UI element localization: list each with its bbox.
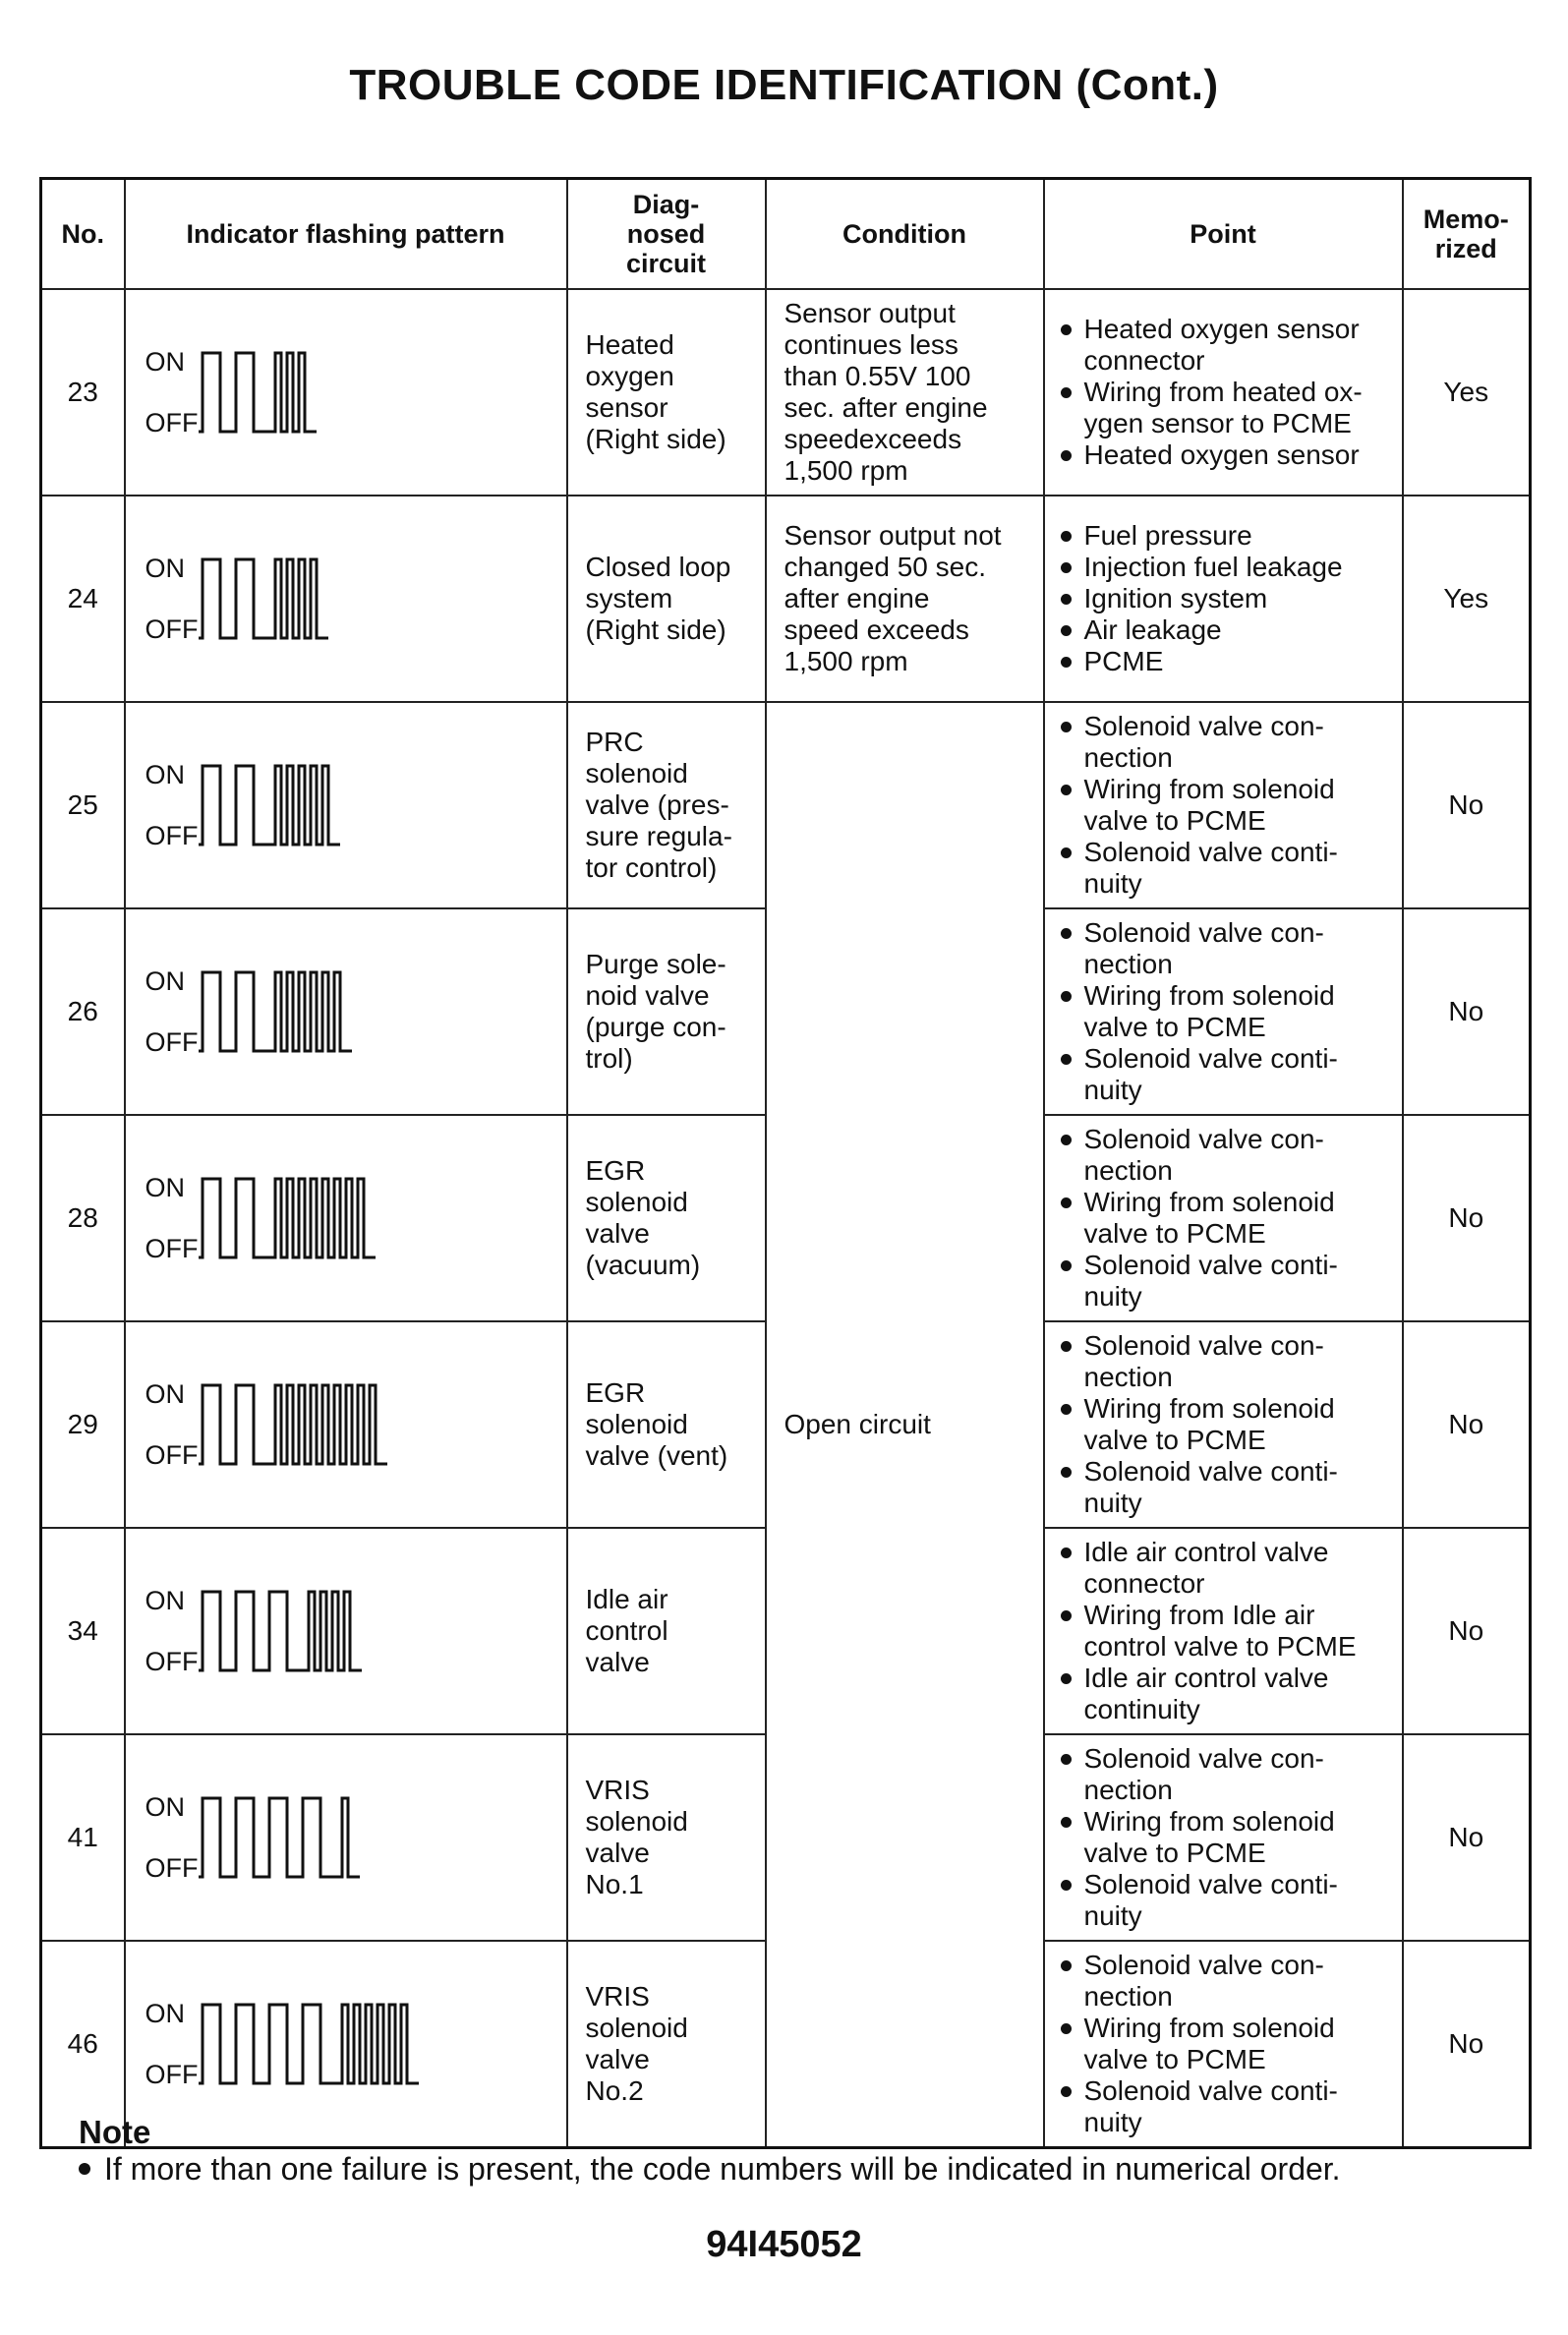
off-label: OFF [145, 1440, 199, 1470]
flash-pattern-waveform-icon [199, 550, 332, 648]
point-item: Solenoid valve con- nection [1059, 917, 1396, 980]
diagnosed-circuit-cell: EGR solenoid valve (vacuum) [567, 1115, 766, 1321]
off-label: OFF [145, 2059, 199, 2089]
flash-pattern-cell [125, 289, 567, 496]
point-item: Solenoid valve con- nection [1059, 1330, 1396, 1393]
document-id: 94I45052 [706, 2224, 862, 2265]
flash-pattern-line [199, 2005, 419, 2083]
note-heading: Note [79, 2114, 151, 2150]
point-item: Wiring from solenoid valve to PCME [1059, 774, 1396, 837]
flash-pattern-line [199, 353, 317, 432]
point-item: Air leakage [1059, 614, 1396, 646]
point-item: Wiring from solenoid valve to PCME [1059, 2013, 1396, 2075]
flash-pattern-cell [125, 1321, 567, 1528]
flash-pattern-line [199, 766, 340, 845]
diagnosed-circuit-cell: Purge sole- noid valve (purge con- trol) [567, 908, 766, 1115]
point-item: PCME [1059, 646, 1396, 677]
memorized-cell: No [1403, 1528, 1531, 1734]
code-number: 26 [41, 908, 125, 1115]
bullet-icon [79, 2163, 90, 2175]
code-number: 25 [41, 702, 125, 908]
on-label: ON [145, 760, 185, 789]
point-item: Wiring from solenoid valve to PCME [1059, 1806, 1396, 1869]
point-item: Solenoid valve con- nection [1059, 1743, 1396, 1806]
flash-pattern-cell [125, 1528, 567, 1734]
flash-pattern-cell [125, 702, 567, 908]
point-item: Solenoid valve con- nection [1059, 711, 1396, 774]
flash-pattern-cell [125, 496, 567, 702]
note-text: If more than one failure is present, the code numbers will be indicated in numerical order. [79, 2151, 1341, 2188]
flash-pattern-line [199, 972, 352, 1051]
off-label: OFF [145, 614, 199, 644]
point-cell [1044, 1115, 1403, 1321]
point-item: Idle air control valve continuity [1059, 1663, 1396, 1725]
point-item: Heated oxygen sensor connector [1059, 314, 1396, 377]
on-label: ON [145, 347, 185, 377]
flash-pattern-line [199, 1179, 376, 1257]
trouble-code-table [39, 177, 1532, 2149]
point-item: Solenoid valve conti- nuity [1059, 1250, 1396, 1313]
condition-cell: Open circuit [766, 702, 1044, 2147]
memorized-cell: No [1403, 702, 1531, 908]
point-item: Idle air control valve connector [1059, 1537, 1396, 1600]
on-label: ON [145, 1173, 185, 1202]
point-item: Solenoid valve con- nection [1059, 1950, 1396, 2013]
on-label: ON [145, 966, 185, 996]
page-title: TROUBLE CODE IDENTIFICATION (Cont.) [349, 61, 1219, 109]
code-number: 41 [41, 1734, 125, 1941]
flash-pattern-waveform-icon [199, 1995, 423, 2093]
flash-pattern-waveform-icon [199, 1169, 379, 1267]
memorized-cell: No [1403, 1941, 1531, 2147]
code-number: 29 [41, 1321, 125, 1528]
point-item: Wiring from solenoid valve to PCME [1059, 1187, 1396, 1250]
code-number: 24 [41, 496, 125, 702]
flash-pattern-waveform-icon [199, 343, 320, 441]
point-cell [1044, 496, 1403, 702]
table-row [41, 702, 1531, 908]
flash-pattern-waveform-icon [199, 756, 344, 854]
point-item: Fuel pressure [1059, 520, 1396, 552]
point-item: Ignition system [1059, 583, 1396, 614]
point-cell [1044, 289, 1403, 496]
diagnosed-circuit-cell: VRIS solenoid valve No.1 [567, 1734, 766, 1941]
table-row [41, 496, 1531, 702]
code-number: 23 [41, 289, 125, 496]
memorized-cell: No [1403, 1115, 1531, 1321]
off-label: OFF [145, 1853, 199, 1883]
point-cell [1044, 908, 1403, 1115]
flash-pattern-waveform-icon [199, 1375, 391, 1474]
point-item: Injection fuel leakage [1059, 552, 1396, 583]
diagnosed-circuit-cell: Heated oxygen sensor (Right side) [567, 289, 766, 496]
point-item: Wiring from Idle air control valve to PCME [1059, 1600, 1396, 1663]
condition-cell: Sensor output continues less than 0.55V 100 sec. after engine speedexceeds 1,500 rpm [766, 289, 1044, 496]
header-circuit: Diag- nosed circuit [567, 179, 766, 290]
code-number: 46 [41, 1941, 125, 2147]
header-no: No. [41, 179, 125, 290]
point-cell [1044, 1528, 1403, 1734]
point-cell [1044, 702, 1403, 908]
memorized-cell: No [1403, 1734, 1531, 1941]
point-item: Wiring from solenoid valve to PCME [1059, 980, 1396, 1043]
on-label: ON [145, 554, 185, 583]
point-item: Solenoid valve conti- nuity [1059, 1043, 1396, 1106]
flash-pattern-waveform-icon [199, 963, 356, 1061]
flash-pattern-line [199, 1592, 362, 1670]
point-item: Wiring from solenoid valve to PCME [1059, 1393, 1396, 1456]
code-number: 34 [41, 1528, 125, 1734]
on-label: ON [145, 1792, 185, 1822]
point-cell [1044, 1941, 1403, 2147]
diagnosed-circuit-cell: VRIS solenoid valve No.2 [567, 1941, 766, 2147]
off-label: OFF [145, 408, 199, 438]
off-label: OFF [145, 1027, 199, 1057]
header-pattern: Indicator flashing pattern [125, 179, 567, 290]
diagnosed-circuit-cell: EGR solenoid valve (vent) [567, 1321, 766, 1528]
point-item: Heated oxygen sensor [1059, 439, 1396, 471]
off-label: OFF [145, 1234, 199, 1263]
point-item: Wiring from heated ox- ygen sensor to PCME [1059, 377, 1396, 439]
point-cell [1044, 1734, 1403, 1941]
memorized-cell: Yes [1403, 496, 1531, 702]
flash-pattern-cell [125, 1941, 567, 2147]
on-label: ON [145, 1586, 185, 1615]
flash-pattern-waveform-icon [199, 1788, 364, 1887]
memorized-cell: No [1403, 1321, 1531, 1528]
condition-cell: Sensor output not changed 50 sec. after engine speed exceeds 1,500 rpm [766, 496, 1044, 702]
table-header-row [41, 179, 1531, 290]
flash-pattern-cell [125, 1115, 567, 1321]
point-item: Solenoid valve conti- nuity [1059, 1869, 1396, 1932]
table-row [41, 289, 1531, 496]
point-cell [1044, 1321, 1403, 1528]
diagnosed-circuit-cell: PRC solenoid valve (pres- sure regula- tor control) [567, 702, 766, 908]
header-memorized: Memo- rized [1403, 179, 1531, 290]
off-label: OFF [145, 1647, 199, 1676]
memorized-cell: No [1403, 908, 1531, 1115]
flash-pattern-cell [125, 1734, 567, 1941]
memorized-cell: Yes [1403, 289, 1531, 496]
point-item: Solenoid valve conti- nuity [1059, 2075, 1396, 2138]
flash-pattern-waveform-icon [199, 1582, 366, 1680]
diagnosed-circuit-cell: Idle air control valve [567, 1528, 766, 1734]
point-item: Solenoid valve conti- nuity [1059, 1456, 1396, 1519]
header-condition: Condition [766, 179, 1044, 290]
code-number: 28 [41, 1115, 125, 1321]
off-label: OFF [145, 821, 199, 850]
flash-pattern-line [199, 559, 328, 638]
header-point: Point [1044, 179, 1403, 290]
diagnosed-circuit-cell: Closed loop system (Right side) [567, 496, 766, 702]
on-label: ON [145, 1998, 185, 2028]
flash-pattern-line [199, 1385, 387, 1464]
point-item: Solenoid valve con- nection [1059, 1124, 1396, 1187]
on-label: ON [145, 1379, 185, 1409]
flash-pattern-cell [125, 908, 567, 1115]
point-item: Solenoid valve conti- nuity [1059, 837, 1396, 900]
flash-pattern-line [199, 1798, 360, 1877]
